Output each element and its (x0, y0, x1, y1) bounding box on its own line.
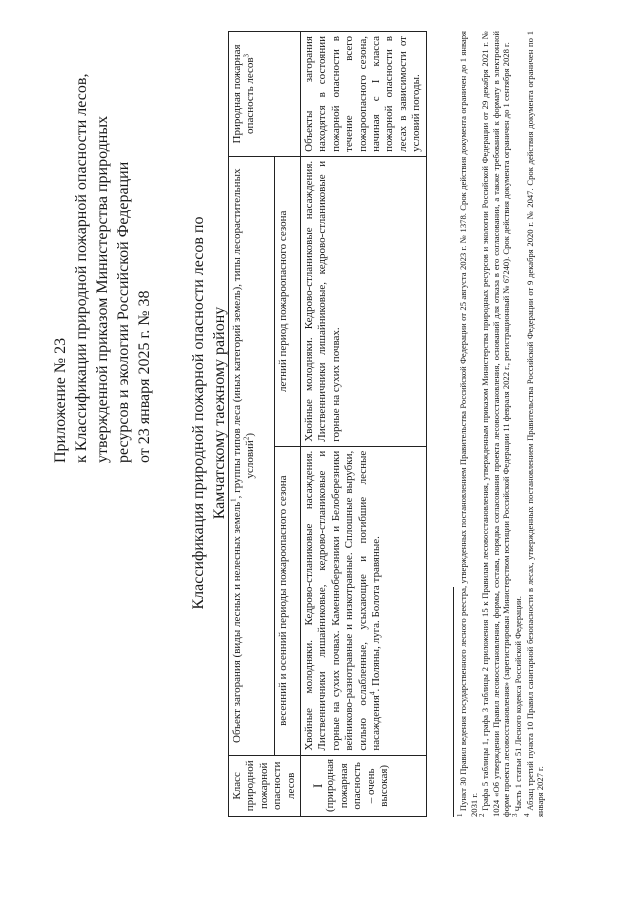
header-spring-autumn: весенний и осенний периоды пожароопасного сезона (274, 446, 300, 755)
classification-table (228, 31, 427, 817)
appendix-line: от 23 января 2025 г. № 38 (136, 290, 153, 463)
appendix-line: ресурсов и экологии Российской Федерации (115, 161, 132, 463)
document-title (188, 33, 230, 793)
title-line-2: Камчатскому таежному району (211, 306, 228, 520)
cell-natural-danger: Объекты загорания находятся в состоянии пожарной опасности в течение всего пожароопасного сезона, начиная с I класса пожарной опасности в лесах в зависимости от условий погоды. (301, 32, 427, 157)
footnote-separator (453, 587, 454, 817)
header-object: Объект загорания (виды лесных и нелесных земель$^1$, группы типов леса (иных категорий земель), типы лесорастительных условий$^2$) (229, 156, 275, 755)
cell-class (301, 755, 427, 816)
title-line-1: Классификация природной пожарной опасности лесов по (190, 216, 207, 610)
header-natural-danger: Природная пожарная опасность лесов$^3$ (229, 32, 301, 157)
cell-spring-autumn: Хвойные молодняки. Кедрово-стланиковые насаждения. Лиственничники лишайниковые, кедрово-стланиковые и горные на сухих почвах. Каменноберезники и Белоберезники вейниково-разнотравные и низкотравные. Сплошные вырубки, сильно ослабленные, усыхающие и погибшие лесные насаждения$^4$. Поляны, луга. Болота травяные. (301, 446, 427, 755)
cell-summer: Хвойные молодняки. Кедрово-стланиковые насаждения. Лиственничники лишайниковые, кедрово-стланиковые и горные на сухих почвах. (301, 156, 427, 446)
footnote: $^4$ Абзац третий пункта 10 Правил санитарной безопасности в лесах, утвержденных постановлением Правительства Российской Федерации от 9 декабря 2020 г. № 2047. Срок действия документа ограничен по 1 января 2027 г. (522, 31, 546, 817)
footnote: $^1$ Пункт 30 Правил ведения государственного лесного реестра, утвержденных постановлением Правительства Российской Федерации от 25 августа 2023 г. № 1378. Срок действия документа ограничен до 1 января 2031 г. (456, 31, 479, 817)
header-summer: летний период пожароопасного сезона (274, 156, 300, 446)
appendix-header (50, 73, 155, 463)
appendix-line: Приложение № 23 (52, 337, 69, 463)
table-header-row (229, 32, 275, 817)
footnote: $^3$ Часть 1 статьи 51 Лесного кодекса Российской Федерации. (511, 596, 523, 817)
appendix-line: к Классификации природной пожарной опасности лесов, (73, 73, 90, 463)
header-class: Класс природной пожарной опасности лесов (229, 755, 301, 816)
class-numeral: I (310, 783, 326, 788)
class-description: (природная пожарная опасность – очень высокая) (324, 758, 391, 812)
appendix-line: утвержденной приказом Министерства природных (94, 115, 111, 463)
table-row (301, 32, 427, 817)
footnotes (458, 31, 547, 817)
footnote: $^2$ Графа 5 таблицы 1, графа 3 таблицы 2 приложения 15 к Правилам лесовосстановления, утвержденным приказом Министерства природных ресурсов и экологии Российской Федерации от 29 декабря 2021 г. № 1024 «Об утверждении Правил лесовосстановления, формы, состава, порядка согласования проекта лесовосстановления, оснований для отказа в его согласовании, а также требований к формату в электронной форме проекта лесовосстановления» (зарегистрирован Министерством юстиции Российской Федерации 11 февраля 2022 г., регистрационный № 67240). Срок действия документа ограничен до 1 сентября 2028 г. (478, 31, 512, 817)
